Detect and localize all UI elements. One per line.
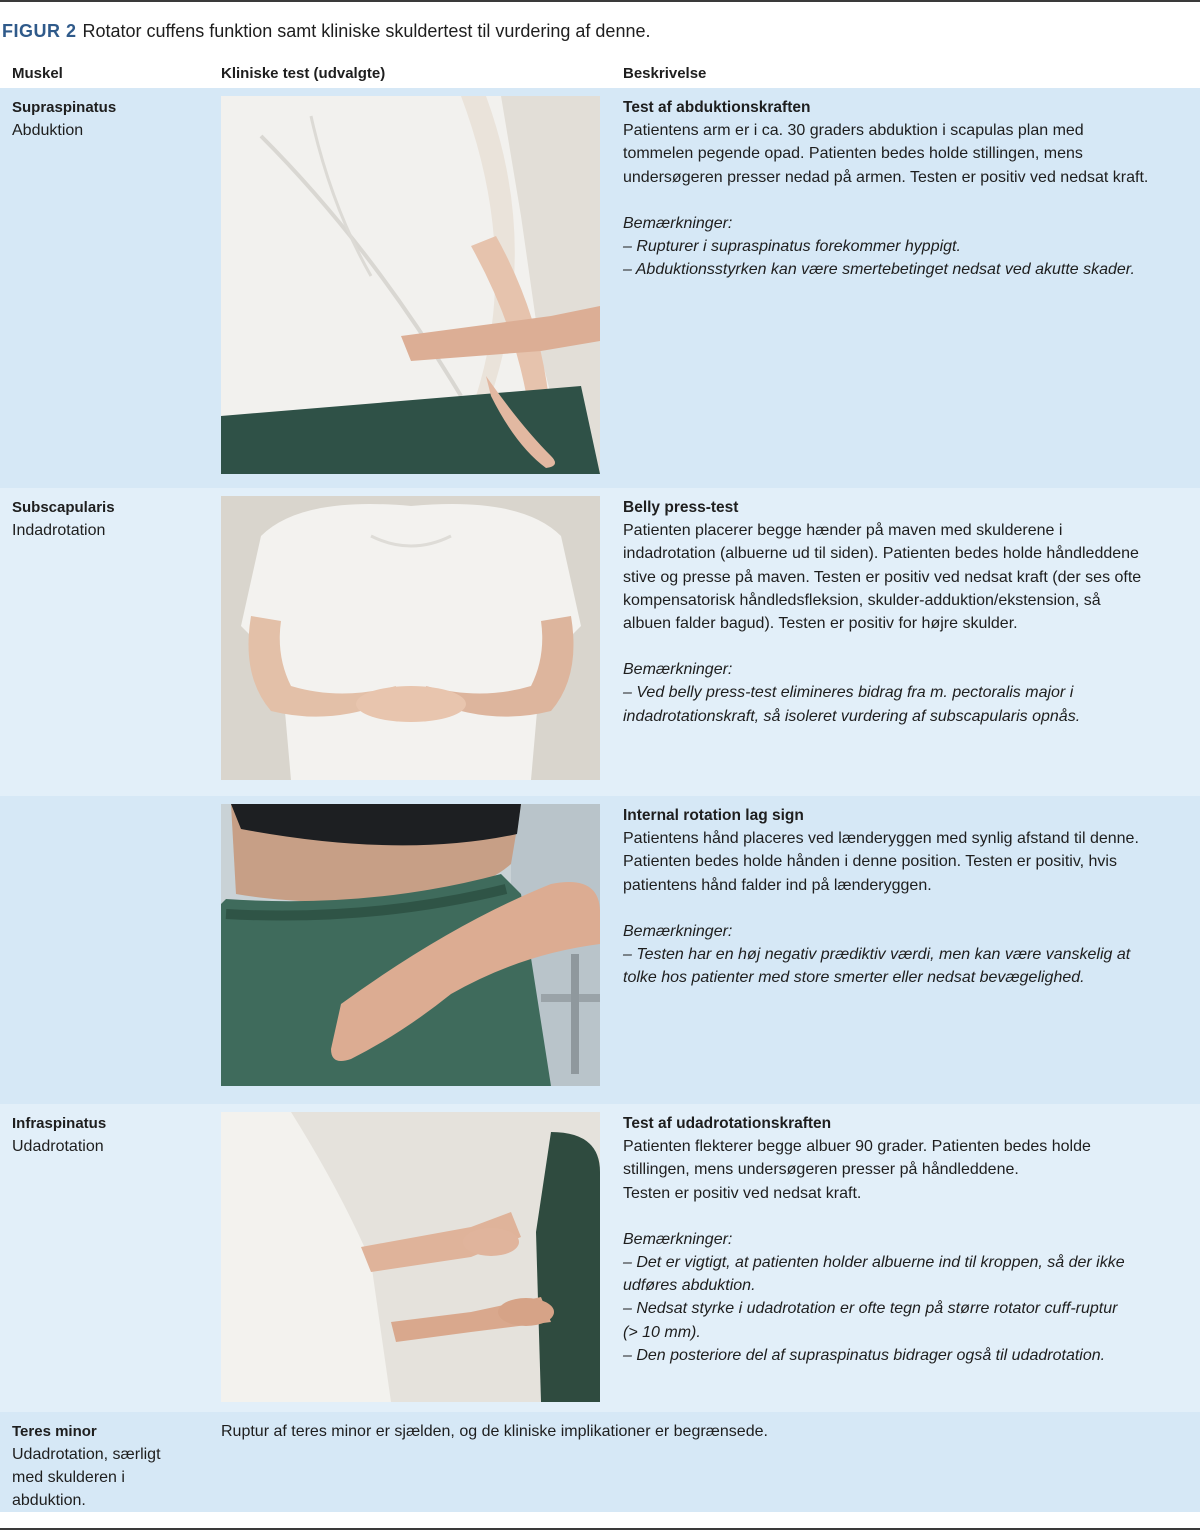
header-description: Beskrivelse xyxy=(623,65,707,82)
remark-item: – Testen har en høj negativ prædiktiv værdi, men kan være vanskelig at tolke hos patienter med store smerter eller nedsat bevægelighed. xyxy=(623,946,1131,987)
bottom-rule xyxy=(0,1528,1200,1530)
remark-item: – Ved belly press-test elimineres bidrag fra m. pectoralis major i indadrotationskraft, så isoleret vurdering af subscapularis opnås. xyxy=(623,684,1081,725)
test-description: Patienten placerer begge hænder på maven med skulderene i indadrotation (albuerne ud til siden). Patienten bedes holde håndleddene stive og presse på maven. Testen er positiv ved nedsat kraft (der ses ofte kompensatorisk håndledsfleksion, skulder-adduktion/ekstension, så albuen falder bagud). Testen er positiv for højre skulder. xyxy=(623,522,1142,633)
muscle-cell xyxy=(12,96,202,142)
description-cell xyxy=(623,496,1193,728)
test-title: Test af udadrotationskraften xyxy=(623,1115,832,1132)
supraspinatus-test-photo xyxy=(221,96,600,474)
muscle-function: Udadrotation xyxy=(12,1138,104,1155)
test-description: Patientens hånd placeres ved lænderyggen med synlig afstand til denne. Patienten bedes holde hånden i denne position. Testen er positiv, hvis patientens hånd falder ind på lænderyggen. xyxy=(623,830,1139,894)
muscle-function: Udadrotation, særligt med skulderen i abduktion. xyxy=(12,1446,161,1509)
remarks-heading: Bemærkninger: xyxy=(623,661,733,679)
external-rotation-test-photo xyxy=(221,1112,600,1402)
remark-item: – Det er vigtigt, at patienten holder albuerne ind til kroppen, så der ikke udføres abduktion. xyxy=(623,1254,1125,1295)
teres-minor-note: Ruptur af teres minor er sjælden, og de kliniske implikationer er begrænsede. xyxy=(221,1423,768,1440)
header-clinical-test: Kliniske test (udvalgte) xyxy=(221,65,386,82)
internal-rotation-lag-sign-photo xyxy=(221,804,600,1086)
muscle-function: Abduktion xyxy=(12,122,84,139)
test-description: Patientens arm er i ca. 30 graders abduktion i scapulas plan med tommelen pegende opad. Patienten bedes holde stillingen, mens undersøgeren presser nedad på armen. Testen er positiv ved nedsat kraft. xyxy=(623,122,1149,186)
muscle-name: Supraspinatus xyxy=(12,99,117,116)
figure-caption-text: Rotator cuffens funktion samt kliniske skuldertest til vurdering af denne. xyxy=(82,21,651,41)
header-muscle: Muskel xyxy=(12,65,63,82)
table-row-supraspinatus xyxy=(0,88,1200,488)
description-cell xyxy=(623,804,1193,989)
belly-press-test-photo xyxy=(221,496,600,780)
test-title: Belly press-test xyxy=(623,499,739,516)
description-cell xyxy=(623,1112,1193,1367)
table-row-internal-rotation-lag-sign xyxy=(0,796,1200,1104)
muscle-cell xyxy=(12,496,202,542)
muscle-cell xyxy=(12,1112,202,1158)
remark-item: – Nedsat styrke i udadrotation er ofte tegn på større rotator cuff-ruptur (> 10 mm). xyxy=(623,1300,1118,1341)
remark-item: – Rupturer i supraspinatus forekommer hyppigt. xyxy=(623,238,961,256)
figure-caption xyxy=(2,20,650,42)
muscle-name: Infraspinatus xyxy=(12,1115,107,1132)
remark-item: – Den posteriore del af supraspinatus bidrager også til udadrotation. xyxy=(623,1346,1106,1364)
top-rule xyxy=(0,0,1200,2)
table-row-subscapularis xyxy=(0,488,1200,796)
table-row-teres-minor xyxy=(0,1412,1200,1512)
remarks-heading: Bemærkninger: xyxy=(623,1230,733,1248)
description-cell xyxy=(623,96,1193,281)
figure-label: FIGUR 2 xyxy=(2,21,77,41)
table-row-infraspinatus xyxy=(0,1104,1200,1412)
test-description: Patienten flekterer begge albuer 90 grader. Patienten bedes holde stillingen, mens undersøgeren presser på håndleddene. Testen er positiv ved nedsat kraft. xyxy=(623,1138,1091,1202)
muscle-function: Indadrotation xyxy=(12,522,106,539)
remark-item: – Abduktionsstyrken kan være smertebetinget nedsat ved akutte skader. xyxy=(623,261,1135,279)
remarks-heading: Bemærkninger: xyxy=(623,214,733,232)
muscle-name: Teres minor xyxy=(12,1423,97,1440)
muscle-cell xyxy=(12,1420,202,1512)
muscle-name: Subscapularis xyxy=(12,499,115,516)
remarks-heading: Bemærkninger: xyxy=(623,922,733,940)
test-title: Test af abduktionskraften xyxy=(623,99,811,116)
test-title: Internal rotation lag sign xyxy=(623,807,804,824)
